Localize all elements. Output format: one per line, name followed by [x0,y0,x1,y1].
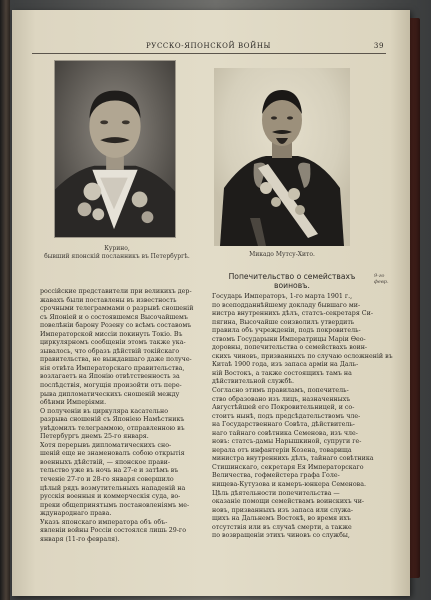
right-column-line: щихъ на Дальнемъ Востокѣ, во время ихъ [212,515,351,523]
left-column-line: обѣими Имперіями. [40,399,107,407]
portrait-mutsuhito-image [214,68,350,246]
right-column-line: нистра внутреннихъ дѣлъ, статсъ-секретаря Си- [212,310,373,318]
left-column-line: шеній еще не знаменовалъ собою открытія [40,450,185,458]
caption-kurino-text: бывший японскій посланникъ въ Петербургѣ. [44,253,190,260]
right-column-line: ній Востокъ, а также состоящихъ тамъ на [212,369,352,377]
right-column-line: Государь Императоръ, 1-го марта 1901 г., [212,293,353,300]
right-column-line: наго тайнаго совѣтника Семенова, изъ чле- [212,429,358,437]
left-column-line: Указъ японскаго императора объ объ- [40,518,168,526]
left-column-line: явленіи войны Россіи состоялся лишь 29-го [40,527,186,535]
page-number: 39 [373,42,384,50]
section-title-line1: Попечительство о семействахъ [228,272,356,281]
left-column-line: россійские представители при великихъ дер- [40,288,192,295]
left-column-line: повелѣніи барону Розену со всѣмъ составомъ [40,322,192,330]
right-column-line: на Государственнаго Совѣта, дѣйствитель- [212,421,355,429]
left-column-line: правительства, не выждавшаго даже получе- [40,356,192,364]
right-column-line: Китаѣ 1900 года, изъ запаса арміи на Даль- [212,361,359,369]
left-column-line: ждународнаго права. [40,510,112,518]
right-text-column [212,293,393,541]
margin-note-line2: февр. [374,279,389,285]
left-column-line: срочными телеграммами о разрывѣ сношеній [40,305,194,313]
left-column-line: тельство уже въ ночь на 27-е и затѣмъ въ [40,467,179,475]
caption-kurino [42,245,192,261]
left-column-line: теченіе 27-го и 28-го января совершило [40,476,174,484]
book-spine [0,0,10,600]
left-column-line: съ Японіей и о состоявшемся Высочайшемъ [40,313,188,321]
right-column-line: по возвращеніи этихъ чиновъ со службы, [212,532,350,540]
left-column-line: О полученіи въ циркуляра касательно [40,407,168,415]
left-column-line: послѣдствія, могущія произойти отъ пере- [40,382,182,390]
right-column-line: правила объ учрежденіи, подъ покровитель- [212,327,361,335]
left-column-line: русскія военныя и коммерческія суда, во- [40,493,181,501]
left-column-line: Петербургъ днемъ 25-го января. [40,433,149,441]
portrait-kurino [54,60,176,238]
book-page [12,10,410,596]
left-column-line: нія отвѣта Императорскаго правительства, [40,364,185,372]
left-column-line: цѣлый рядъ возмутительныхъ нападеній на [40,484,186,492]
left-column-line: преки общепринятымъ постановленіямъ ме- [40,501,190,509]
left-text-column [40,288,200,544]
portrait-mutsuhito [214,68,350,246]
right-column-line: скихъ чиновъ, призванныхъ по случаю осложненій въ [212,352,393,360]
header-title: РУССКО-ЯПОНСКОЙ ВОЙНЫ [146,42,272,50]
right-column-line: ство образовано изъ лицъ, назначенныхъ [212,395,351,403]
right-column-line: нищева-Кутузова и камеръ-юнкера Семенова. [212,481,366,489]
right-column-line: новъ, призванныхъ изъ запаса или служа- [212,506,354,514]
left-column-line: разрыва сношеній съ Японіею Намѣстникъ [40,416,185,424]
left-column-line: циркулярномъ сообщеніи этомъ также ука- [40,339,186,347]
right-column-line: доровны, попечительства о семействахъ воин- [212,344,368,352]
right-column-line: стоитъ нынѣ, подъ предсѣдательствомъ чле- [212,412,361,420]
caption-mutsuhito [212,251,352,259]
section-title [218,272,366,290]
right-column-line: отсутствія или въ случаѣ смерти, а также [212,523,352,531]
left-column-line: увѣдомилъ телеграммою, отправленною въ [40,424,185,432]
section-title-line2: воиновъ. [274,281,310,290]
left-column-line: жавахъ были поставлены въ известность [40,296,177,304]
caption-kurino-name: Курино, [104,245,130,252]
left-column-line: военныхъ дѣйствій, — японское прави- [40,458,170,466]
right-column-line: дѣйствительной службѣ. [212,378,295,386]
right-column-line: Величества, гофмейстера графа Голе- [212,472,340,480]
caption-mutsuhito-name: Микадо Мутсу-Хито. [249,251,315,258]
left-column-line: Императорской миссіи покинуть Токіо. Въ [40,330,183,338]
right-column-line: Августѣйшей его Покровительницей, и со- [212,404,355,412]
right-column-line: министра внутреннихъ дѣлъ, тайнаго совѣтника [212,455,374,463]
left-column-line: зывалось, что образъ дѣйствій токійскаго [40,347,180,355]
right-column-line: ствомъ Государыни Императрицы Маріи Ѳео- [212,335,366,343]
right-column-line: Стишинскаго, секретаря Ея Императорскаго [212,463,364,471]
margin-note [374,273,404,285]
portrait-kurino-image [55,61,175,237]
right-column-line: пягина, Высочайше соизволилъ утвердить [212,318,355,326]
running-header [32,40,386,54]
left-column-line: Хотя перерывъ дипломатическихъ сно- [40,441,172,449]
left-column-line: января (11-го февраля). [40,535,120,543]
left-column-line: возлагаетъ на Японію отвѣтственность за [40,373,180,381]
right-column-line: оказаніе помощи семействамъ воинскихъ чи- [212,498,365,506]
left-column-line: рыва дипломатическихъ сношеній между [40,390,180,398]
right-column-line: Согласно этимъ правиламъ, попечитель- [212,387,349,395]
right-column-line: по всеподданнѣйшему докладу бывшаго ми- [212,301,361,309]
right-column-line: Цѣль дѣятельности попечительства — [212,489,340,497]
right-column-line: новъ: статсъ-дамы Нарышкиной, супруги ге- [212,438,362,446]
margin-note-line1: 9-го [374,273,385,279]
right-column-line: нерала отъ инфантеріи Козена, товарища [212,446,352,454]
